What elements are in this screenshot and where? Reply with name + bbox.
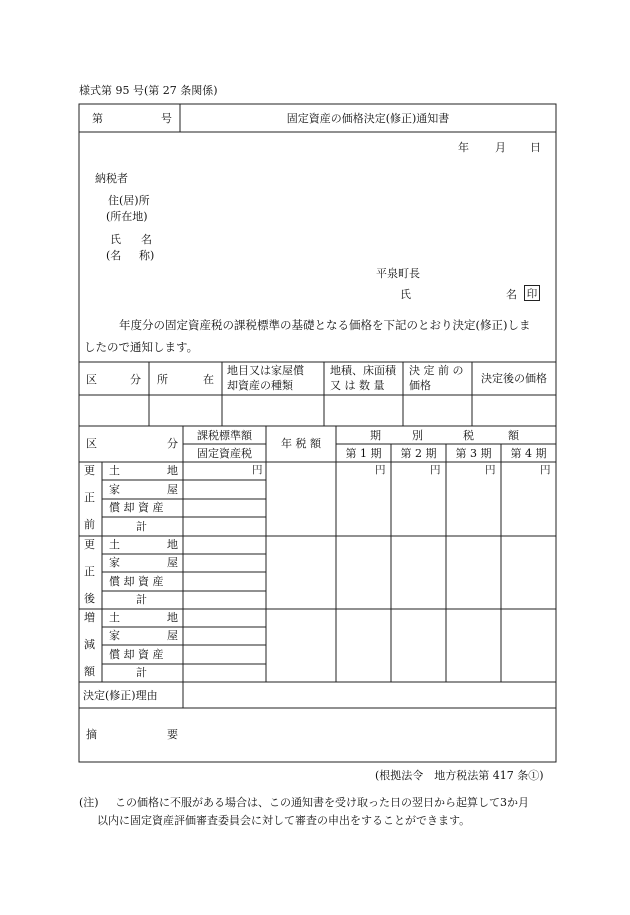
row-total: 計: [136, 593, 147, 606]
t1-col-after: 決定後の価格: [481, 372, 547, 385]
row-land-a: 土: [109, 464, 120, 477]
taxpayer-address-label: 住(居)所: [108, 194, 150, 207]
t1-col-kubun-a: 区: [86, 373, 97, 386]
t2-kubun-b: 分: [167, 437, 178, 450]
row-depreciable: 償 却 資 産: [109, 575, 164, 588]
note-line2: 以内に固定資産評価審査委員会に対して審査の申出をすることができます。: [97, 814, 471, 827]
group-after-char-3: 後: [84, 592, 95, 605]
row-house-b: 屋: [167, 483, 178, 496]
taxpayer-label: 納税者: [95, 172, 128, 185]
t1-col-type-line2: 却資産の種類: [227, 379, 293, 392]
t2-col-tax-base: 課税標準額: [197, 429, 252, 442]
issuer-name-label-b: 名: [506, 288, 517, 301]
taxpayer-corp-name-label-a: (名: [106, 249, 122, 262]
t1-col-type-line1: 地目又は家屋償: [227, 364, 304, 377]
taxpayer-name-label-b: 名: [141, 233, 152, 246]
document-number-suffix: 号: [161, 112, 172, 125]
row-land-a: 土: [109, 611, 120, 624]
t2-period-2: 第 2 期: [400, 447, 437, 460]
group-before-char-2: 正: [84, 491, 95, 504]
taxpayer-location-label: (所在地): [106, 210, 148, 223]
document-title: 固定資産の価格決定(修正)通知書: [286, 112, 450, 125]
row-total: 計: [136, 666, 147, 679]
issuer-title: 平泉町長: [376, 267, 420, 280]
date-year: 年: [458, 141, 469, 154]
group-diff-char-1: 増: [84, 611, 95, 624]
row-land-b: 地: [167, 538, 178, 551]
row-house-b: 屋: [167, 556, 178, 569]
t2-period-4: 第 4 期: [510, 447, 547, 460]
group-before-char-3: 前: [84, 518, 95, 531]
t2-kubun-a: 区: [86, 437, 97, 450]
t1-col-area-line2: 又 は 数 量: [330, 379, 385, 392]
t1-col-location-b: 在: [203, 373, 214, 386]
group-before-char-1: 更: [84, 464, 95, 477]
row-house-a: 家: [109, 556, 120, 569]
row-house-a: 家: [109, 629, 120, 642]
document-number-prefix: 第: [92, 112, 103, 125]
yen-unit-period-1: 円: [375, 464, 386, 476]
t1-col-area-line1: 地積、床面積: [330, 364, 396, 377]
row-depreciable: 償 却 資 産: [109, 648, 164, 661]
t2-col-annual-tax: 年 税 額: [281, 437, 321, 450]
form-number-label: 様式第 95 号(第 27 条関係): [79, 84, 218, 97]
issuer-name-label-a: 氏: [400, 288, 411, 301]
reason-label: 決定(修正)理由: [83, 689, 158, 702]
summary-label-b: 要: [167, 728, 178, 741]
notice-text-line1: 年度分の固定資産税の課税標準の基礎となる価格を下記のとおり決定(修正)しま: [119, 318, 531, 332]
group-diff-char-2: 減: [84, 638, 95, 651]
date-day: 日: [530, 141, 541, 154]
t2-period-char-2: 別: [412, 429, 423, 442]
row-house-b: 屋: [167, 629, 178, 642]
yen-unit-period-3: 円: [485, 464, 496, 476]
t1-col-kubun-b: 分: [130, 373, 141, 386]
group-diff-char-3: 額: [84, 665, 95, 678]
group-after-char-1: 更: [84, 538, 95, 551]
t2-period-3: 第 3 期: [455, 447, 492, 460]
yen-unit-tax-base: 円: [252, 464, 263, 476]
date-month: 月: [495, 141, 506, 154]
t2-period-char-3: 税: [463, 429, 474, 442]
yen-unit-period-4: 円: [540, 464, 551, 476]
t1-col-before-line2: 価格: [409, 379, 431, 392]
yen-unit-period-2: 円: [430, 464, 441, 476]
seal-mark: 印: [524, 285, 540, 301]
summary-label-a: 摘: [86, 728, 97, 741]
group-after-char-2: 正: [84, 565, 95, 578]
row-land-a: 土: [109, 538, 120, 551]
t2-col-fixed-tax: 固定資産税: [197, 447, 252, 460]
t1-col-before-line1: 決 定 前 の: [409, 364, 464, 377]
t2-period-char-1: 期: [370, 429, 381, 442]
row-depreciable: 償 却 資 産: [109, 501, 164, 514]
notice-text-line2: したので通知します。: [84, 340, 199, 354]
note-label: (注): [79, 796, 99, 809]
taxpayer-corp-name-label-b: 称): [139, 249, 155, 262]
row-total: 計: [136, 520, 147, 533]
t2-period-1: 第 1 期: [345, 447, 382, 460]
row-land-b: 地: [167, 464, 178, 477]
t2-period-char-4: 額: [508, 429, 519, 442]
row-land-b: 地: [167, 611, 178, 624]
note-line1: この価格に不服がある場合は、この通知書を受け取った日の翌日から起算して3か月: [115, 796, 529, 809]
row-house-a: 家: [109, 483, 120, 496]
legal-basis: (根拠法令 地方税法第 417 条①): [375, 769, 544, 782]
taxpayer-name-label-a: 氏: [110, 233, 121, 246]
t1-col-location-a: 所: [157, 373, 168, 386]
